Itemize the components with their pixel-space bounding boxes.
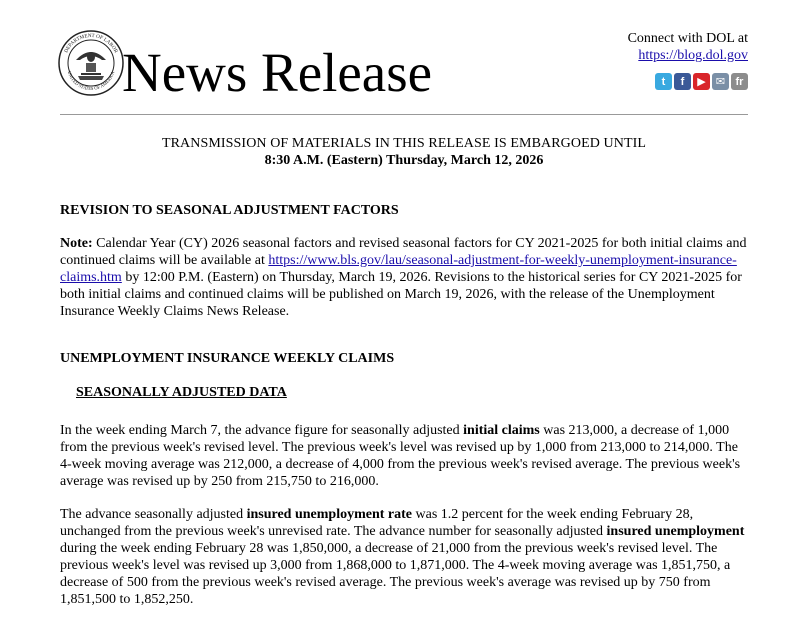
- connect-text: Connect with DOL at: [627, 31, 748, 46]
- para1-text-b: was 213,000, a decrease of 1,000 from the previous week's revised level. The previous week's level was revised up by 1,000 from 213,000 to 214,000. The 4-week moving average was 212,000, a decrease of 4,000 from the previous week's revised average. The previous week's average was revised up by 250 from 215,750 to 216,000.: [60, 423, 741, 489]
- para1-text-a: In the week ending March 7, the advance figure for seasonally adjusted: [60, 423, 464, 438]
- para2-bold-2: insured unemployment: [606, 524, 745, 539]
- youtube-icon[interactable]: ▶: [693, 73, 710, 90]
- header-divider: [60, 114, 748, 115]
- page-title: News Release: [122, 42, 433, 103]
- svg-text:UNITED STATES OF AMERICA: UNITED STATES OF AMERICA: [66, 70, 116, 92]
- email-icon[interactable]: ✉: [712, 73, 729, 90]
- revision-heading: REVISION TO SEASONAL ADJUSTMENT FACTORS: [60, 203, 399, 218]
- embargo-line-1: TRANSMISSION OF MATERIALS IN THIS RELEASE IS EMBARGOED UNTIL: [161, 136, 647, 151]
- note-text-1: Calendar Year (CY) 2026 seasonal factors and revised seasonal factors for CY 2021-2025 for both initial claims and continued claims will be available at: [60, 236, 747, 268]
- facebook-icon[interactable]: f: [674, 73, 691, 90]
- dol-seal-icon: [58, 30, 124, 96]
- embargo-notice: [60, 135, 748, 169]
- embargo-line-2: 8:30 A.M. (Eastern) Thursday, March 12, 2026: [264, 153, 544, 168]
- insured-unemployment-paragraph: [60, 506, 750, 608]
- seasonally-adjusted-heading: SEASONALLY ADJUSTED DATA: [76, 385, 287, 400]
- para2-text-a: The advance seasonally adjusted: [60, 507, 247, 522]
- social-icons: [655, 73, 748, 90]
- revision-note: [60, 235, 750, 320]
- twitter-icon[interactable]: t: [655, 73, 672, 90]
- para1-bold: initial claims: [463, 423, 540, 438]
- seasonal-factors-link[interactable]: https://www.bls.gov/lau/seasonal-adjustment-for-weekly-unemployment-insurance-claims.htm: [60, 253, 737, 285]
- blog-link[interactable]: https://blog.dol.gov: [638, 48, 748, 63]
- flickr-icon[interactable]: fr: [731, 73, 748, 90]
- ui-claims-heading: UNEMPLOYMENT INSURANCE WEEKLY CLAIMS: [60, 351, 395, 366]
- para2-bold-1: insured unemployment rate: [246, 507, 413, 522]
- para2-text-c: during the week ending February 28 was 1,850,000, a decrease of 21,000 from the previous week's revised level. The previous week's level was revised up 3,000 from 1,868,000 to 1,871,000. The 4-week moving average was 1,851,750, a decrease of 500 from the previous week's revised average. The previous week's average was revised up by 750 from 1,851,500 to 1,852,250.: [60, 541, 731, 607]
- note-label: Note:: [60, 236, 93, 251]
- connect-block: [628, 30, 748, 64]
- header: [0, 0, 800, 118]
- note-text-2: by 12:00 P.M. (Eastern) on Thursday, March 19, 2026. Revisions to the historical series for CY 2021-2025 for both initial claims and continued claims will be published on March 19, 2026, with the release of the Unemployment Insurance Weekly Claims News Release.: [60, 270, 742, 319]
- para2-text-b: was 1.2 percent for the week ending February 28, unchanged from the previous week's unrevised rate. The advance number for seasonally adjusted: [60, 507, 694, 539]
- initial-claims-paragraph: [60, 422, 750, 490]
- svg-text:DEPARTMENT OF LABOR: DEPARTMENT OF LABOR: [63, 32, 119, 54]
